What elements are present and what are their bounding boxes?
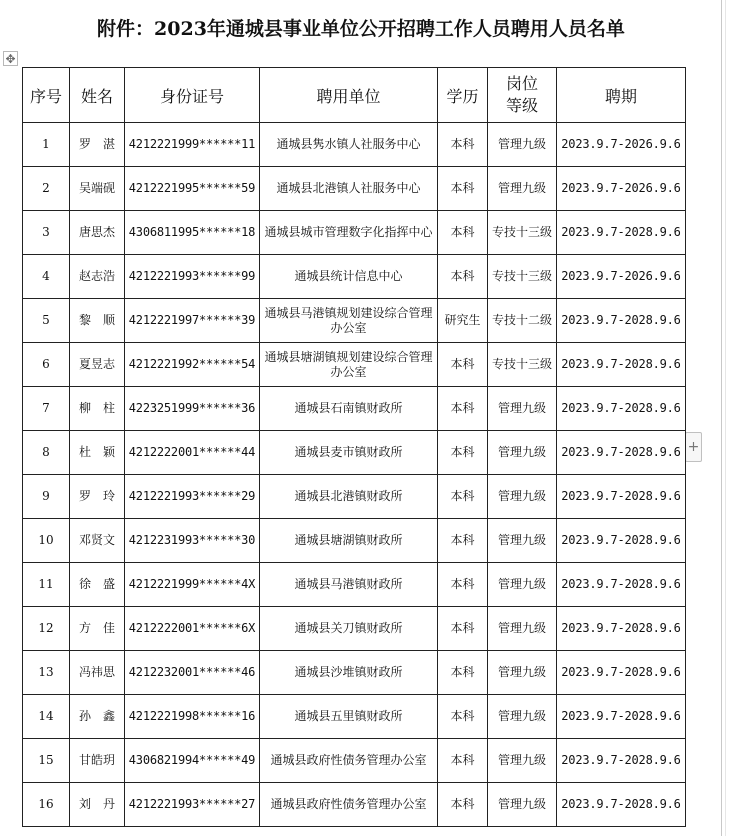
cell-name: 徐 盛 — [70, 563, 125, 607]
table-row — [23, 343, 686, 387]
cell-id-number: 4212222001******44 — [125, 431, 260, 475]
plus-icon[interactable]: + — [685, 432, 702, 462]
cell-no: 7 — [23, 387, 70, 431]
cell-post-level: 管理九级 — [488, 123, 557, 167]
cell-unit: 通城县石南镇财政所 — [260, 387, 438, 431]
cell-term: 2023.9.7-2028.9.6 — [557, 783, 686, 827]
cell-unit: 通城县马港镇规划建设综合管理办公室 — [260, 299, 438, 343]
table-row — [23, 695, 686, 739]
cell-term: 2023.9.7-2026.9.6 — [557, 123, 686, 167]
cell-name: 黎 顺 — [70, 299, 125, 343]
cell-post-level: 专技十二级 — [488, 299, 557, 343]
cell-no: 1 — [23, 123, 70, 167]
cell-id-number: 4223251999******36 — [125, 387, 260, 431]
cell-unit: 通城县隽水镇人社服务中心 — [260, 123, 438, 167]
cell-id-number: 4212221999******11 — [125, 123, 260, 167]
cell-id-number: 4212221997******39 — [125, 299, 260, 343]
table-row — [23, 651, 686, 695]
cell-term: 2023.9.7-2026.9.6 — [557, 167, 686, 211]
cell-education: 本科 — [438, 651, 488, 695]
cell-no: 11 — [23, 563, 70, 607]
cell-post-level: 专技十三级 — [488, 343, 557, 387]
cell-post-level: 管理九级 — [488, 651, 557, 695]
cell-no: 5 — [23, 299, 70, 343]
cell-no: 10 — [23, 519, 70, 563]
cell-name: 柳 柱 — [70, 387, 125, 431]
cell-unit: 通城县塘湖镇财政所 — [260, 519, 438, 563]
cell-education: 本科 — [438, 519, 488, 563]
cell-post-level: 专技十三级 — [488, 255, 557, 299]
cell-id-number: 4212231993******30 — [125, 519, 260, 563]
roster-table — [22, 67, 686, 827]
table-row — [23, 299, 686, 343]
header-id: 身份证号 — [125, 68, 260, 123]
cell-name: 冯祎思 — [70, 651, 125, 695]
cell-unit: 通城县麦市镇财政所 — [260, 431, 438, 475]
table-row — [23, 563, 686, 607]
table-row — [23, 167, 686, 211]
page-edge-shadow — [725, 0, 726, 836]
cell-unit: 通城县政府性债务管理办公室 — [260, 783, 438, 827]
cell-unit: 通城县塘湖镇规划建设综合管理办公室 — [260, 343, 438, 387]
cell-no: 4 — [23, 255, 70, 299]
cell-no: 14 — [23, 695, 70, 739]
cell-no: 16 — [23, 783, 70, 827]
cell-id-number: 4306821994******49 — [125, 739, 260, 783]
table-body — [23, 123, 686, 827]
cell-post-level: 管理九级 — [488, 431, 557, 475]
cell-id-number: 4212222001******6X — [125, 607, 260, 651]
cell-term: 2023.9.7-2028.9.6 — [557, 475, 686, 519]
cell-education: 本科 — [438, 695, 488, 739]
cell-id-number: 4212221995******59 — [125, 167, 260, 211]
cell-education: 本科 — [438, 387, 488, 431]
table-row — [23, 211, 686, 255]
table-row — [23, 431, 686, 475]
header-level-line2: 等级 — [505, 96, 538, 115]
move-arrows-icon[interactable]: ✥ — [3, 51, 18, 66]
cell-education: 本科 — [438, 431, 488, 475]
cell-post-level: 管理九级 — [488, 607, 557, 651]
cell-name: 甘皓玥 — [70, 739, 125, 783]
cell-unit: 通城县北港镇人社服务中心 — [260, 167, 438, 211]
cell-unit: 通城县城市管理数字化指挥中心 — [260, 211, 438, 255]
cell-term: 2023.9.7-2028.9.6 — [557, 695, 686, 739]
header-unit: 聘用单位 — [260, 68, 438, 123]
cell-term: 2023.9.7-2028.9.6 — [557, 387, 686, 431]
page-edge — [721, 0, 722, 836]
cell-term: 2023.9.7-2028.9.6 — [557, 563, 686, 607]
cell-id-number: 4212221992******54 — [125, 343, 260, 387]
cell-no: 6 — [23, 343, 70, 387]
table-row — [23, 739, 686, 783]
cell-education: 本科 — [438, 167, 488, 211]
cell-no: 2 — [23, 167, 70, 211]
cell-name: 赵志浩 — [70, 255, 125, 299]
table-row — [23, 387, 686, 431]
cell-unit: 通城县马港镇财政所 — [260, 563, 438, 607]
cell-no: 8 — [23, 431, 70, 475]
cell-name: 方 佳 — [70, 607, 125, 651]
table-row — [23, 607, 686, 651]
header-edu: 学历 — [438, 68, 488, 123]
header-term: 聘期 — [557, 68, 686, 123]
cell-post-level: 管理九级 — [488, 695, 557, 739]
cell-post-level: 管理九级 — [488, 167, 557, 211]
cell-id-number: 4306811995******18 — [125, 211, 260, 255]
cell-name: 罗 湛 — [70, 123, 125, 167]
cell-no: 15 — [23, 739, 70, 783]
cell-education: 本科 — [438, 783, 488, 827]
cell-education: 研究生 — [438, 299, 488, 343]
cell-no: 12 — [23, 607, 70, 651]
cell-name: 孙 鑫 — [70, 695, 125, 739]
table-row — [23, 475, 686, 519]
header-level — [488, 68, 557, 123]
header-name: 姓名 — [70, 68, 125, 123]
cell-id-number: 4212221998******16 — [125, 695, 260, 739]
cell-term: 2023.9.7-2028.9.6 — [557, 431, 686, 475]
cell-unit: 通城县统计信息中心 — [260, 255, 438, 299]
table-row — [23, 123, 686, 167]
cell-name: 杜 颖 — [70, 431, 125, 475]
cell-name: 吴端砚 — [70, 167, 125, 211]
header-level-line1: 岗位 — [505, 74, 538, 93]
cell-education: 本科 — [438, 211, 488, 255]
table-row — [23, 519, 686, 563]
cell-id-number: 4212221999******4X — [125, 563, 260, 607]
cell-education: 本科 — [438, 123, 488, 167]
cell-name: 罗 玲 — [70, 475, 125, 519]
header-no: 序号 — [23, 68, 70, 123]
cell-no: 9 — [23, 475, 70, 519]
cell-post-level: 管理九级 — [488, 475, 557, 519]
cell-unit: 通城县五里镇财政所 — [260, 695, 438, 739]
cell-post-level: 管理九级 — [488, 387, 557, 431]
cell-term: 2023.9.7-2028.9.6 — [557, 519, 686, 563]
cell-education: 本科 — [438, 739, 488, 783]
cell-term: 2023.9.7-2026.9.6 — [557, 255, 686, 299]
cell-id-number: 4212221993******27 — [125, 783, 260, 827]
cell-term: 2023.9.7-2028.9.6 — [557, 299, 686, 343]
cell-post-level: 管理九级 — [488, 783, 557, 827]
table-row — [23, 255, 686, 299]
cell-post-level: 专技十三级 — [488, 211, 557, 255]
cell-id-number: 4212232001******46 — [125, 651, 260, 695]
cell-term: 2023.9.7-2028.9.6 — [557, 343, 686, 387]
cell-education: 本科 — [438, 255, 488, 299]
cell-education: 本科 — [438, 343, 488, 387]
cell-id-number: 4212221993******29 — [125, 475, 260, 519]
document-title: 附件：2023年通城县事业单位公开招聘工作人员聘用人员名单 — [97, 18, 625, 40]
cell-education: 本科 — [438, 607, 488, 651]
cell-name: 邓贤文 — [70, 519, 125, 563]
cell-unit: 通城县北港镇财政所 — [260, 475, 438, 519]
cell-term: 2023.9.7-2028.9.6 — [557, 211, 686, 255]
cell-post-level: 管理九级 — [488, 563, 557, 607]
cell-education: 本科 — [438, 563, 488, 607]
table-header-row — [23, 68, 686, 123]
cell-name: 刘 丹 — [70, 783, 125, 827]
cell-post-level: 管理九级 — [488, 519, 557, 563]
cell-term: 2023.9.7-2028.9.6 — [557, 607, 686, 651]
cell-name: 夏昱志 — [70, 343, 125, 387]
cell-no: 13 — [23, 651, 70, 695]
cell-education: 本科 — [438, 475, 488, 519]
cell-term: 2023.9.7-2028.9.6 — [557, 739, 686, 783]
cell-post-level: 管理九级 — [488, 739, 557, 783]
cell-id-number: 4212221993******99 — [125, 255, 260, 299]
table-row — [23, 783, 686, 827]
cell-unit: 通城县沙堆镇财政所 — [260, 651, 438, 695]
cell-unit: 通城县政府性债务管理办公室 — [260, 739, 438, 783]
cell-no: 3 — [23, 211, 70, 255]
cell-unit: 通城县关刀镇财政所 — [260, 607, 438, 651]
cell-name: 唐思杰 — [70, 211, 125, 255]
cell-term: 2023.9.7-2028.9.6 — [557, 651, 686, 695]
